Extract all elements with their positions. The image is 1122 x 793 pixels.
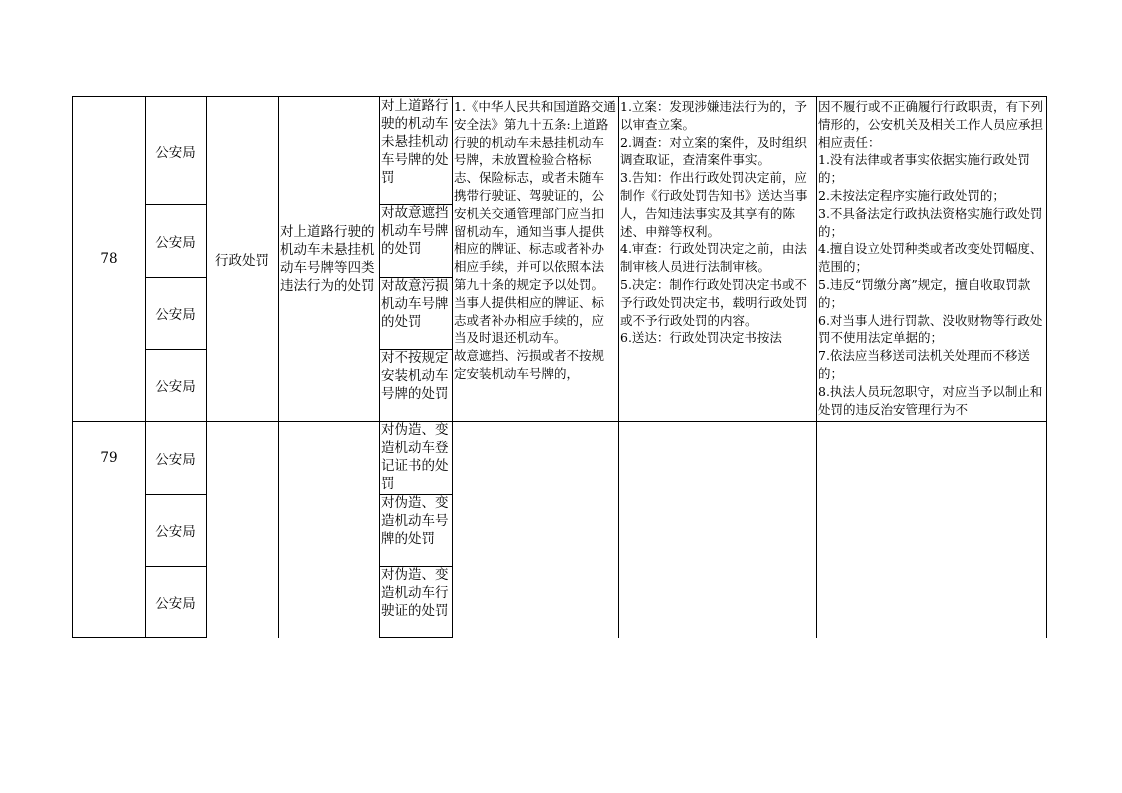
subitem-text: 对不按规定安装机动车号牌的处罚	[381, 350, 449, 402]
row-79-item-name	[278, 421, 380, 638]
row-78-subitem-1	[379, 96, 453, 205]
row-79-process	[618, 421, 817, 638]
row-79-subitem-3	[379, 566, 453, 638]
row-78-dept-3	[145, 277, 207, 350]
row-78-subitem-2	[379, 204, 453, 278]
row-78-number	[72, 96, 146, 422]
row-78-item-name	[278, 96, 380, 422]
row-78-dept-2	[145, 204, 207, 278]
category-label: 行政处罚	[215, 253, 269, 269]
dept-label: 公安局	[155, 379, 196, 395]
row-78-basis	[452, 96, 619, 422]
row-79-dept-1	[145, 421, 207, 495]
row-79-dept-2	[145, 494, 207, 567]
basis-text	[452, 421, 618, 422]
row-78-category	[206, 96, 279, 422]
dept-label: 公安局	[155, 234, 196, 251]
process-text: 1.立案：发现涉嫌违法行为的，予以审查立案。 2.调查：对立案的案件，及时组织调查取证，查清案件事实。 3.告知：作出行政处罚决定前，应制作《行政处罚告知书》送达当事人，告知违法事实及其享有的陈述、申辩等权利。 4.审查：行政处罚决定之前，由法制审核人员进行法制审核。 5.决定：制作行政处罚决定书或不予行政处罚决定书，载明行政处罚或不予行政处罚的内容。 6.送达：行政处罚决定书按法	[620, 99, 808, 346]
basis-text: 1.《中华人民共和国道路交通安全法》第九十五条:上道路行驶的机动车未悬挂机动车号牌，未放置检验合格标志、保险标志，或者未随车携带行驶证、驾驶证的，公安机关交通管理部门应当扣留机动车，通知当事人提供相应的牌证、标志或者补办相应手续，并可以依照本法第九十条的规定予以处罚。当事人提供相应的牌证、标志或者补办相应手续的，应当及时退还机动车。 故意遮挡、污损或者不按规定安装机动车号牌的，	[454, 99, 616, 381]
row-number: 78	[100, 251, 118, 267]
dept-label: 公安局	[155, 307, 196, 323]
process-text	[618, 421, 816, 422]
subitem-text: 对上道路行驶的机动车未悬挂机动车号牌的处罚	[381, 98, 449, 186]
row-78-subitem-3	[379, 277, 453, 350]
dept-label: 公安局	[155, 524, 196, 540]
row-79-liability	[816, 421, 1047, 638]
row-78-dept-4	[145, 349, 207, 422]
row-79-category	[206, 421, 279, 638]
row-number: 79	[100, 450, 118, 466]
row-78-dept-1	[145, 96, 207, 205]
subitem-text: 对伪造、变造机动车登记证书的处罚	[381, 422, 449, 492]
row-78-process	[618, 96, 817, 422]
liability-text	[816, 421, 1046, 422]
dept-label: 公安局	[155, 595, 196, 612]
liability-text: 因不履行或不正确履行行政职责，有下列情形的，公安机关及相关工作人员应承担相应责任： 1.没有法律或者事实依据实施行政处罚的； 2.未按法定程序实施行政处罚的； 3.不具备法定行政执法资格实施行政处罚的； 4.擅自设立处罚种类或者改变处罚幅度、范围的； 5.违反“罚缴分离”规定，擅自收取罚款的； 6.对当事人进行罚款、没收财物等行政处罚不使用法定单据的； 7.依法应当移送司法机关处理而不移送的； 8.执法人员玩忽职守，对应当予以制止和处罚的违反治安管理行为不	[818, 99, 1044, 417]
row-78-liability	[816, 96, 1047, 422]
subitem-text: 对故意遮挡机动车号牌的处罚	[381, 205, 449, 257]
subitem-text: 对伪造、变造机动车行驶证的处罚	[381, 567, 449, 619]
row-79-number	[72, 421, 146, 638]
row-79-dept-3	[145, 566, 207, 638]
row-79-basis	[452, 421, 619, 638]
dept-label: 公安局	[155, 144, 196, 161]
subitem-text: 对伪造、变造机动车号牌的处罚	[381, 495, 449, 547]
row-79-subitem-2	[379, 494, 453, 567]
row-78-subitem-4	[379, 349, 453, 422]
item-name-text: 对上道路行驶的机动车未悬挂机动车号牌等四类违法行为的处罚	[280, 224, 375, 294]
row-79-subitem-1	[379, 421, 453, 495]
dept-label: 公安局	[155, 451, 196, 468]
subitem-text: 对故意污损机动车号牌的处罚	[381, 278, 449, 330]
